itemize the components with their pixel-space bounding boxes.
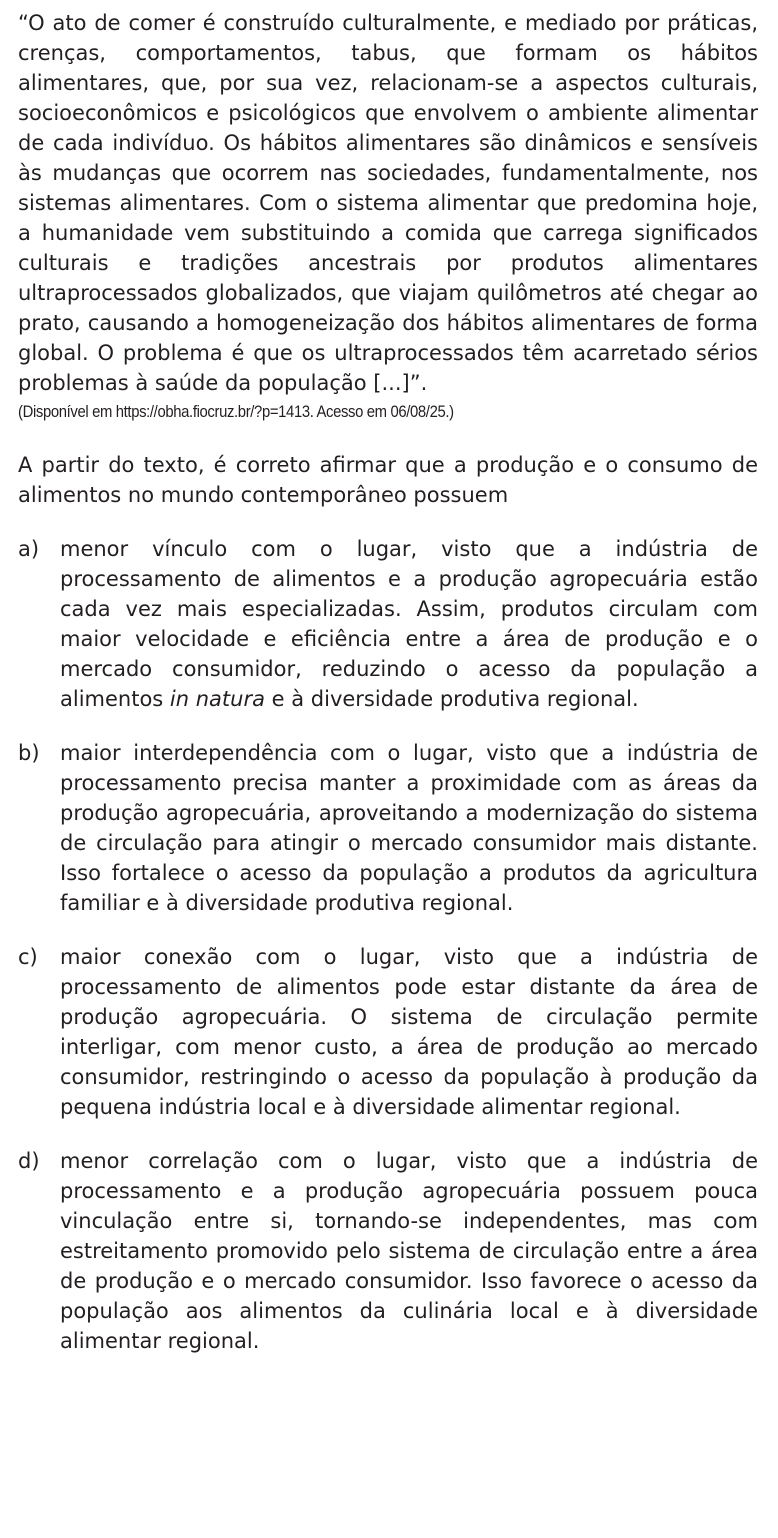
option-text-italic: in natura bbox=[169, 687, 265, 711]
option-letter: a) bbox=[18, 537, 40, 561]
option-text-part: menor vínculo com o lugar, visto que a indústria de processamento de alimentos e a produção agropecuária estão cada vez mais especializadas. Assim, produtos circulam com maior velocidade e eficiência entre a área de produção e o mercado consumidor, reduzindo o acesso da população a alimentos bbox=[60, 537, 758, 711]
option-text: menor correlação com o lugar, visto que a indústria de processamento e a produção agropecuária possuem pouca vinculação entre si, tornando-se independentes, mas com estreitamento promovido pelo sistema de circulação entre a área de produção e o mercado consumidor. Isso favorece o acesso da população aos alimentos da culinária local e à diversidade alimentar regional. bbox=[60, 1149, 758, 1353]
option-letter: c) bbox=[18, 945, 38, 969]
answer-options-list bbox=[18, 534, 758, 1356]
option-text-part: e à diversidade produtiva regional. bbox=[264, 687, 639, 711]
option-text: maior conexão com o lugar, visto que a indústria de processamento de alimentos pode estar distante da área de produção agropecuária. O sistema de circulação permite interligar, com menor custo, a área de produção ao mercado consumidor, restringindo o acesso da população à produção da pequena indústria local e à diversidade alimentar regional. bbox=[60, 945, 758, 1119]
passage-citation: (Disponível em https://obha.fiocruz.br/?p=1413. Acesso em 06/08/25.) bbox=[18, 403, 454, 421]
option-letter: d) bbox=[18, 1149, 40, 1173]
option-text bbox=[60, 534, 758, 714]
answer-option-b[interactable] bbox=[18, 738, 758, 918]
option-letter: b) bbox=[18, 741, 40, 765]
answer-option-d[interactable] bbox=[18, 1146, 758, 1356]
option-text: maior interdependência com o lugar, visto que a indústria de processamento precisa manter a proximidade com as áreas da produção agropecuária, aproveitando a modernização do sistema de circulação para atingir o mercado consumidor mais distante. Isso fortalece o acesso da população a produtos da agricultura familiar e à diversidade produtiva regional. bbox=[60, 741, 758, 915]
question-stem: A partir do texto, é correto afirmar que a produção e o consumo de alimentos no mundo contemporâneo possuem bbox=[18, 453, 758, 507]
answer-option-a[interactable] bbox=[18, 534, 758, 714]
passage-quote: “O ato de comer é construído culturalmente, e mediado por práticas, crenças, comportamentos, tabus, que formam os hábitos alimentares, que, por sua vez, relacionam-se a aspectos culturais, socioeconômicos e psicológicos que envolvem o ambiente alimentar de cada indivíduo. Os hábitos alimentares são dinâmicos e sensíveis às mudanças que ocorrem nas sociedades, fundamentalmente, nos sistemas alimentares. Com o sistema alimentar que predomina hoje, a humanidade vem substituindo a comida que carrega significados culturais e tradições ancestrais por produtos alimentares ultraprocessados globalizados, que viajam quilômetros até chegar ao prato, causando a homogeneização dos hábitos alimentares de forma global. O problema é que os ultraprocessados têm acarretado sérios problemas à saúde da população [...]”. bbox=[18, 11, 758, 395]
answer-option-c[interactable] bbox=[18, 942, 758, 1122]
